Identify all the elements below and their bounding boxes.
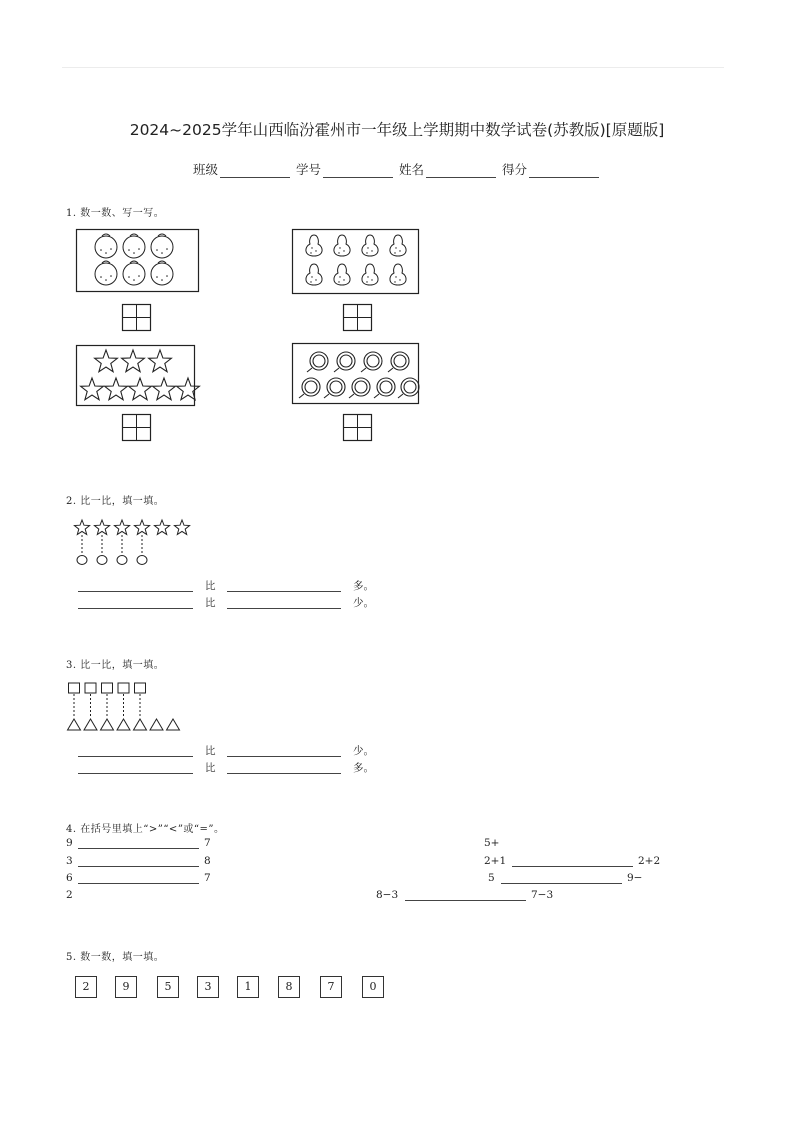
- q4-item6-blank[interactable]: [512, 866, 633, 867]
- q3-row1-compare: 比: [205, 745, 216, 757]
- number-card: 7: [320, 976, 342, 998]
- q4-item7-right: 9−: [627, 872, 643, 884]
- q5-heading: 5. 数一数，填一填。: [66, 952, 165, 963]
- q4-item3-blank[interactable]: [78, 883, 199, 884]
- number-card: 3: [197, 976, 219, 998]
- q4-item1-right: 7: [204, 837, 211, 849]
- number-card: 0: [362, 976, 384, 998]
- pears-picture: [292, 229, 420, 295]
- q4-item2-left: 3: [66, 855, 73, 867]
- q2-heading: 2. 比一比，填一填。: [66, 496, 165, 507]
- squares-triangles-picture: [66, 682, 182, 734]
- q4-item3-left: 6: [66, 872, 73, 884]
- q3-heading: 3. 比一比，填一填。: [66, 660, 165, 671]
- student-info-line: [0, 160, 794, 178]
- triangle-shape: [117, 719, 130, 730]
- square-shape: [69, 683, 80, 693]
- star-icon: [94, 520, 109, 535]
- star-icon: [114, 520, 129, 535]
- magnifier-icon: [334, 352, 355, 372]
- class-label: 班级: [192, 162, 218, 177]
- star-icon: [105, 378, 128, 400]
- star-icon: [74, 520, 89, 535]
- star-icon: [149, 350, 172, 372]
- star-icon: [153, 378, 176, 400]
- q2-row1-blank-left[interactable]: [78, 591, 193, 592]
- q2-row2-end: 少。: [353, 597, 374, 609]
- magnifier-icon: [398, 378, 419, 398]
- magnifier-icon: [299, 378, 320, 398]
- stars-circles-picture: [70, 518, 194, 568]
- circle-shape: [137, 556, 147, 565]
- q4-item2-blank[interactable]: [78, 866, 199, 867]
- score-label: 得分: [501, 162, 527, 177]
- square-shape: [85, 683, 96, 693]
- oranges-picture: [76, 229, 200, 293]
- header-divider: [62, 67, 724, 68]
- q4-item1-left: 9: [66, 837, 73, 849]
- number-card: 1: [237, 976, 259, 998]
- stars-picture: [76, 345, 198, 407]
- q3-row2-end: 多。: [353, 762, 374, 774]
- q3-row2-compare: 比: [205, 762, 216, 774]
- q4-item1-blank[interactable]: [78, 848, 199, 849]
- star-icon: [177, 378, 200, 400]
- class-blank[interactable]: [220, 165, 290, 178]
- q4-item8-left: 8−3: [376, 889, 399, 901]
- q4-item7-left: 5: [488, 872, 495, 884]
- q3-row1-end: 少。: [353, 745, 374, 757]
- id-blank[interactable]: [323, 165, 393, 178]
- q3-row1-blank-right[interactable]: [227, 756, 341, 757]
- triangle-shape: [84, 719, 97, 730]
- triangle-shape: [134, 719, 147, 730]
- q3-row1-blank-left[interactable]: [78, 756, 193, 757]
- magnifier-icon: [374, 378, 395, 398]
- name-label: 姓名: [398, 162, 424, 177]
- circle-shape: [117, 556, 127, 565]
- q2-row2-blank-right[interactable]: [227, 608, 341, 609]
- name-blank[interactable]: [426, 165, 496, 178]
- q4-item5-left: 5+: [484, 837, 500, 849]
- triangle-shape: [68, 719, 81, 730]
- q4-item2-right: 8: [204, 855, 211, 867]
- q2-row2-compare: 比: [205, 597, 216, 609]
- answer-grid-oranges[interactable]: [122, 304, 152, 332]
- q4-item4-left: 2: [66, 889, 73, 901]
- q4-item8-right: 7−3: [531, 889, 554, 901]
- star-icon: [154, 520, 169, 535]
- magnifier-icon: [361, 352, 382, 372]
- star-icon: [134, 520, 149, 535]
- answer-grid-stars[interactable]: [122, 414, 152, 442]
- q1-heading: 1. 数一数、写一写。: [66, 208, 165, 219]
- q2-row1-blank-right[interactable]: [227, 591, 341, 592]
- star-icon: [174, 520, 189, 535]
- q2-row1-end: 多。: [353, 580, 374, 592]
- q4-item6-right: 2+2: [638, 855, 661, 867]
- star-icon: [122, 350, 145, 372]
- magnifier-icon: [307, 352, 328, 372]
- magnifier-icon: [349, 378, 370, 398]
- q4-item3-right: 7: [204, 872, 211, 884]
- star-icon: [81, 378, 104, 400]
- triangle-shape: [167, 719, 180, 730]
- number-card: 8: [278, 976, 300, 998]
- q3-row2-blank-left[interactable]: [78, 773, 193, 774]
- q4-item8-blank[interactable]: [405, 900, 526, 901]
- magnifiers-picture: [292, 343, 420, 405]
- q4-item7-blank[interactable]: [501, 883, 622, 884]
- circle-shape: [77, 556, 87, 565]
- q4-heading: 4. 在括号里填上“>”“<”或“=”。: [66, 824, 225, 835]
- q4-item6-left: 2+1: [484, 855, 507, 867]
- q2-row1-compare: 比: [205, 580, 216, 592]
- square-shape: [118, 683, 129, 693]
- answer-grid-pears[interactable]: [343, 304, 373, 332]
- id-label: 学号: [295, 162, 321, 177]
- page-title: 2024~2025学年山西临汾霍州市一年级上学期期中数学试卷(苏教版)[原题版]: [129, 121, 665, 139]
- score-blank[interactable]: [529, 165, 599, 178]
- magnifier-icon: [388, 352, 409, 372]
- magnifier-icon: [324, 378, 345, 398]
- square-shape: [135, 683, 146, 693]
- number-card: 2: [75, 976, 97, 998]
- star-icon: [129, 378, 152, 400]
- circle-shape: [97, 556, 107, 565]
- square-shape: [102, 683, 113, 693]
- triangle-shape: [150, 719, 163, 730]
- number-card: 5: [157, 976, 179, 998]
- number-card: 9: [115, 976, 137, 998]
- star-icon: [95, 350, 118, 372]
- q2-row2-blank-left[interactable]: [78, 608, 193, 609]
- q3-row2-blank-right[interactable]: [227, 773, 341, 774]
- answer-grid-magnifiers[interactable]: [343, 414, 373, 442]
- triangle-shape: [101, 719, 114, 730]
